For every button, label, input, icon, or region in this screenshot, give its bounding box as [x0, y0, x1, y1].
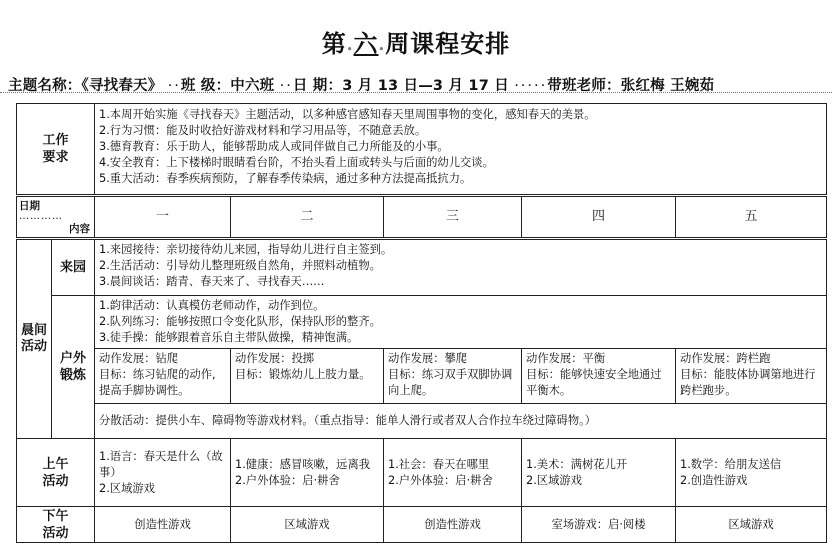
morning-label: 晨间 活动: [17, 238, 52, 438]
day-thursday: 四: [522, 196, 676, 239]
pm-row: [17, 507, 827, 543]
date-content-header: 日期 ………… 内容: [17, 196, 95, 239]
day-tuesday: 二: [231, 196, 384, 239]
am-cell: 1.美术：满树花儿开 2.区域游戏: [522, 438, 676, 507]
outdoor-item: 1.韵律活动：认真模仿老师动作，动作到位。: [99, 298, 325, 312]
work-item: 4.安全教育：上下楼梯时眼睛看台阶，不抬头看上面或转头与后面的幼儿交谈。: [99, 156, 494, 169]
am-row: [17, 438, 827, 507]
am-cell: 1.数学：给朋友送信 2.创造性游戏: [676, 438, 827, 507]
work-item: 1.本周开始实施《寻找春天》主题活动，以多种感官感知春天里周围事物的变化，感知春天的美景。: [99, 108, 596, 121]
day-friday: 五: [676, 196, 827, 239]
activity-cell: 动作发展：平衡 目标：能够快速安全地通过平衡木。: [522, 349, 676, 404]
outdoor-activities-row: [17, 349, 827, 404]
arrival-item: 1.来园接待：亲切接待幼儿来园，指导幼儿进行自主签到。: [99, 242, 393, 256]
pm-cell: 室场游戏：启·阅楼: [522, 507, 676, 543]
arrival-content: [95, 238, 827, 295]
activity-cell: 动作发展：攀爬 目标：练习双手双脚协调向上爬。: [384, 349, 522, 404]
info-header: 主题名称：《寻找春天》 ··班 级：中六班 ··日 期：3 月 13 日—3 月 17 日 ·····带班老师：张红梅 王婉茹: [8, 78, 715, 94]
date-value: 3 月 13 日—3 月 17 日: [342, 78, 509, 94]
work-label: 工作 要求: [17, 104, 95, 196]
outdoor-content: [95, 295, 827, 349]
page-title: 第•六•周课程安排: [321, 29, 511, 58]
day-monday: 一: [95, 196, 231, 239]
work-row: [17, 104, 827, 196]
theme-label: 主题名称：: [8, 78, 82, 94]
work-requirements: [95, 104, 827, 196]
activity-cell: 动作发展：钻爬 目标：练习钻爬的动作,提高手脚协调性。: [95, 349, 231, 404]
pm-cell: 创造性游戏: [384, 507, 522, 543]
pm-cell: 区域游戏: [231, 507, 384, 543]
arrival-item: 2.生活活动：引导幼儿整理班级自然角，并照料动植物。: [99, 258, 381, 272]
class-value: 中六班: [230, 78, 275, 94]
arrival-item: 3.晨间谈话：踏青、春天来了、寻找春天……: [99, 274, 325, 288]
header-divider: [0, 92, 832, 93]
week-number: 六: [353, 29, 379, 58]
arrival-label: 来园: [52, 238, 95, 295]
dispersed-row: [17, 404, 827, 438]
am-cell: 1.健康：感冒咳嗽，远离我 2.户外体验：启·耕舍: [231, 438, 384, 507]
date-label: 日 期：: [292, 78, 343, 94]
outdoor-item: 2.队列练习：能够按照口令变化队形，保持队形的整齐。: [99, 314, 381, 328]
pm-cell: 创造性游戏: [95, 507, 231, 543]
outdoor-row: [17, 295, 827, 349]
day-wednesday: 三: [384, 196, 522, 239]
am-cell: 1.社会：春天在哪里 2.户外体验：启·耕舍: [384, 438, 522, 507]
pm-cell: 区域游戏: [676, 507, 827, 543]
pm-label: 下午 活动: [17, 507, 95, 543]
work-item: 3.德育教育：乐于助人，能够帮助成人或同伴做自己力所能及的小事。: [99, 140, 449, 153]
outdoor-label: 户外 锻炼: [52, 295, 95, 438]
schedule-table: [16, 103, 827, 543]
theme-value: 《寻找春天》: [81, 78, 163, 94]
am-cell: 1.语言：春天是什么（故事） 2.区域游戏: [95, 438, 231, 507]
am-label: 上午 活动: [17, 438, 95, 507]
activity-cell: 动作发展：跨栏跑 目标：能肢体协调第地进行跨栏跑步。: [676, 349, 827, 404]
teacher-label: 带班老师：: [547, 78, 621, 94]
class-label: 班 级：: [180, 78, 231, 94]
dispersed-activity: 分散活动：提供小车、障碍物等游戏材料。（重点指导：能单人滑行或者双人合作拉车绕过障碍物。）: [95, 404, 827, 438]
outdoor-item: 3.徒手操：能够跟着音乐自主带队做操，精神饱满。: [99, 330, 359, 344]
work-item: 5.重大活动：春季疾病预防，了解春季传染病，通过多种方法提高抵抗力。: [99, 172, 472, 185]
activity-cell: 动作发展：投掷 目标：锻炼幼儿上肢力量。: [231, 349, 384, 404]
days-row: [17, 196, 827, 239]
arrival-row: [17, 238, 827, 295]
teacher-value: 张红梅 王婉茹: [620, 78, 715, 94]
work-item: 2.行为习惯：能及时收拾好游戏材料和学习用品等，不随意丢放。: [99, 124, 427, 137]
